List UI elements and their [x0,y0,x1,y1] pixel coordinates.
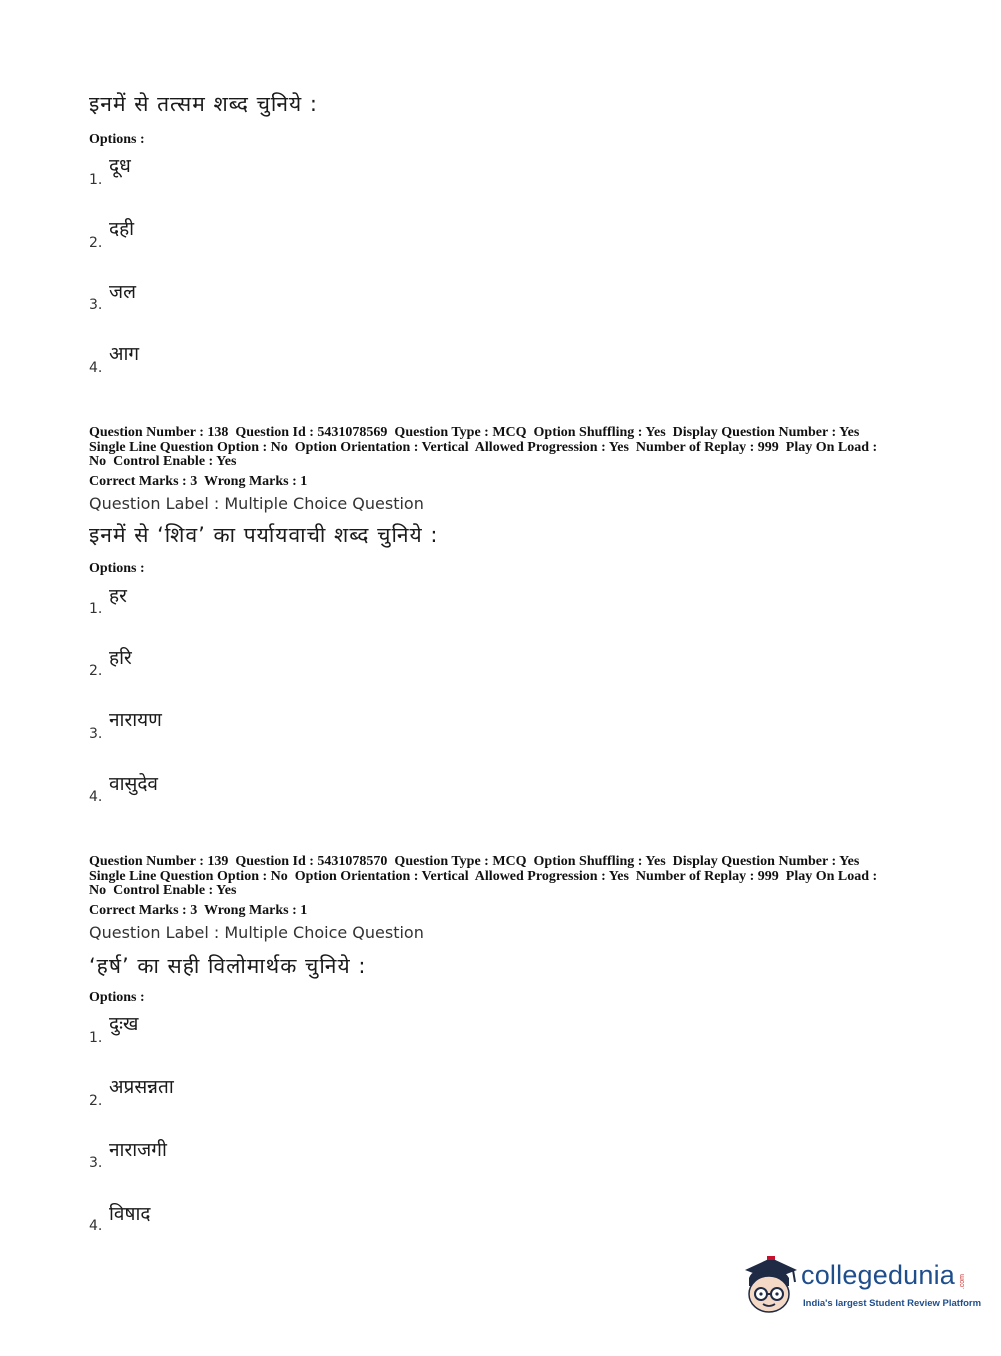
option-text: दही [109,218,135,240]
meta-line: No Control Enable : Yes [89,883,237,899]
brand-suffix: .com [959,1274,966,1290]
option-number: 4. [89,360,103,376]
option-number: 1. [89,601,103,617]
option-text: जल [109,281,136,303]
marks-line: Correct Marks : 3 Wrong Marks : 1 [89,903,308,918]
option-text: वासुदेव [109,773,158,795]
option-text: दुःख [109,1013,139,1035]
marks-line: Correct Marks : 3 Wrong Marks : 1 [89,474,308,489]
mascot-icon [741,1252,801,1316]
option-number: 1. [89,172,103,188]
meta-line: Single Line Question Option : No Option Orientation : Vertical Allowed Progression : Yes Number of Replay : 999 Play On Load : [89,439,878,455]
option-text: विषाद [109,1203,151,1225]
option-number: 2. [89,663,103,679]
option-text: नाराजगी [109,1139,167,1161]
brand-tagline: India's largest Student Review Platform [803,1298,982,1309]
option-text: हरि [109,647,132,669]
option-number: 2. [89,235,103,251]
brand-name: collegedunia [801,1260,956,1290]
question-stem: ‘हर्ष’ का सही विलोमार्थक चुनिये : [89,954,367,978]
option-text: आग [109,343,140,365]
question-label: Question Label : Multiple Choice Question [89,923,424,942]
meta-line: Single Line Question Option : No Option Orientation : Vertical Allowed Progression : Yes Number of Replay : 999 Play On Load : [89,868,878,884]
options-label: Options : [89,561,145,576]
option-text: हर [109,585,127,607]
option-number: 3. [89,726,103,742]
option-number: 4. [89,1218,103,1234]
question-meta [89,426,911,470]
question-label: Question Label : Multiple Choice Question [89,494,424,513]
question-meta [89,855,911,899]
option-text: नारायण [109,709,162,731]
meta-line: No Control Enable : Yes [89,454,237,470]
meta-line: Question Number : 139 Question Id : 5431078570 Question Type : MCQ Option Shuffling : Yes Display Question Number : Yes [89,854,860,869]
option-number: 3. [89,297,103,313]
option-number: 1. [89,1030,103,1046]
option-number: 3. [89,1155,103,1171]
meta-line: Question Number : 138 Question Id : 5431078569 Question Type : MCQ Option Shuffling : Yes Display Question Number : Yes [89,425,860,440]
question-stem: इनमें से तत्सम शब्द चुनिये : [89,92,318,116]
option-number: 2. [89,1093,103,1109]
option-number: 4. [89,789,103,805]
options-label: Options : [89,132,145,147]
question-stem: इनमें से ‘शिव’ का पर्यायवाची शब्द चुनिये : [89,523,439,547]
option-text: अप्रसन्नता [109,1076,174,1098]
option-text: दूध [109,155,131,177]
options-label: Options : [89,990,145,1005]
collegedunia-logo[interactable] [741,1252,982,1316]
